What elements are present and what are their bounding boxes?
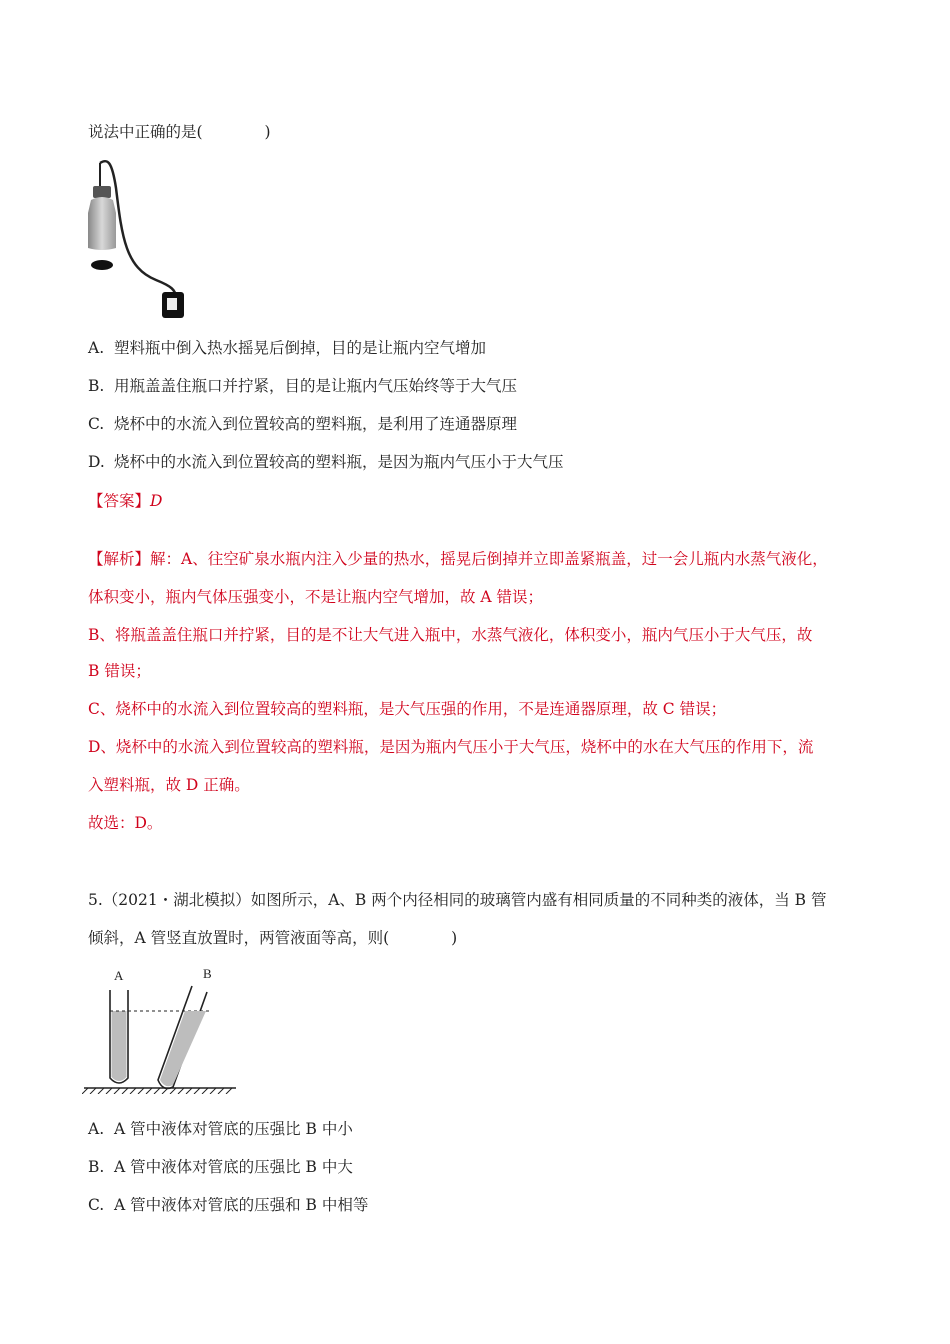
analysis-line-7: 入塑料瓶，故 D 正确。 [88, 776, 250, 794]
q5-stem-line-1: 5.（2021・湖北模拟）如图所示，A、B 两个内径相同的玻璃管内盛有相同质量的不同种类的液体，当 B 管 [88, 891, 827, 909]
q5-option-b-letter: B. [88, 1158, 105, 1176]
tubes-figure [82, 962, 240, 1094]
conclusion: 故选：D。 [88, 814, 163, 832]
q4-option-c-letter: C. [88, 415, 105, 433]
q5-stem-line-2: 倾斜，A 管竖直放置时，两管液面等高，则( ) [88, 929, 458, 947]
q5-option-c [88, 1195, 368, 1215]
analysis-text: 解：A、往空矿泉水瓶内注入少量的热水，摇晃后倒掉并立即盖紧瓶盖，过一会儿瓶内水蒸气液化， [150, 550, 828, 568]
tube-b-label: B [203, 966, 212, 981]
q4-option-b-letter: B. [88, 377, 105, 395]
q5-option-b [88, 1157, 353, 1177]
q4-option-b-text: 用瓶盖盖住瓶口并拧紧，目的是让瓶内气压始终等于大气压 [114, 377, 518, 395]
analysis-line-6: D、烧杯中的水流入到位置较高的塑料瓶，是因为瓶内气压小于大气压，烧杯中的水在大气压的作用下，流 [88, 738, 814, 756]
answer-value: D [150, 492, 163, 510]
q4-answer [88, 491, 162, 511]
answer-label: 【答案】 [88, 492, 151, 510]
tube-a-label: A [114, 968, 124, 983]
q4-option-d [88, 452, 564, 472]
q5-option-a-text: A 管中液体对管底的压强比 B 中小 [114, 1120, 353, 1138]
bottle-siphon-figure [86, 158, 196, 323]
analysis-line-3: B、将瓶盖盖住瓶口并拧紧，目的是不让大气进入瓶中，水蒸气液化，体积变小，瓶内气压小于大气压，故 [88, 626, 813, 644]
analysis-line-5: C、烧杯中的水流入到位置较高的塑料瓶，是大气压强的作用，不是连通器原理，故 C 错误； [88, 700, 727, 718]
q4-option-b [88, 376, 517, 396]
q5-option-c-letter: C. [88, 1196, 105, 1214]
q4-option-a-letter: A. [88, 339, 105, 357]
q5-option-a [88, 1119, 353, 1139]
q4-option-c [88, 414, 517, 434]
analysis-line-2: 体积变小，瓶内气体压强变小，不是让瓶内空气增加，故 A 错误； [88, 588, 544, 606]
q4-option-a-text: 塑料瓶中倒入热水摇晃后倒掉，目的是让瓶内空气增加 [114, 339, 487, 357]
q5-option-c-text: A 管中液体对管底的压强和 B 中相等 [114, 1196, 369, 1214]
q4-option-d-text: 烧杯中的水流入到位置较高的塑料瓶，是因为瓶内气压小于大气压 [114, 453, 564, 471]
analysis-line-1 [88, 549, 828, 569]
q5-option-b-text: A 管中液体对管底的压强比 B 中大 [114, 1158, 353, 1176]
q4-stem-tail: 说法中正确的是( ) [88, 123, 271, 141]
analysis-label: 【解析】 [88, 550, 151, 568]
q4-option-a [88, 338, 486, 358]
analysis-line-4: B 错误； [88, 662, 151, 680]
q4-option-c-text: 烧杯中的水流入到位置较高的塑料瓶，是利用了连通器原理 [114, 415, 518, 433]
q5-option-a-letter: A. [88, 1120, 105, 1138]
q4-option-d-letter: D. [88, 453, 105, 471]
